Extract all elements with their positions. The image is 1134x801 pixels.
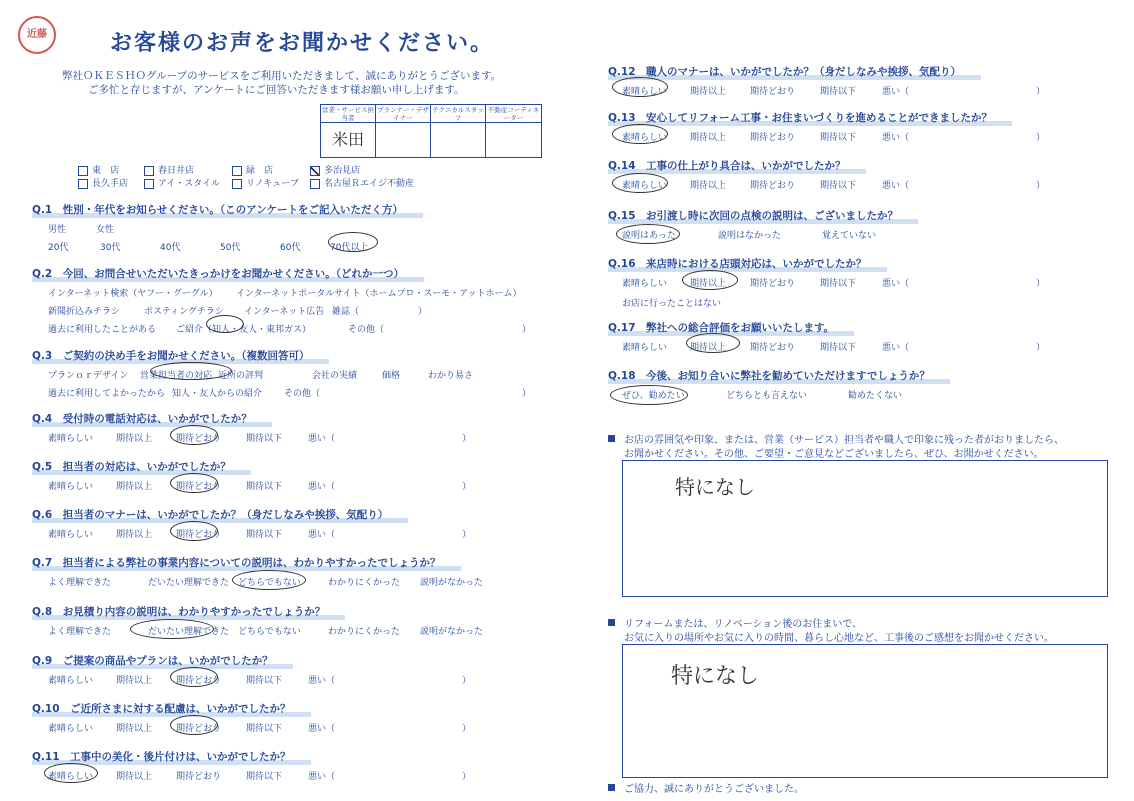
- answer-option[interactable]: その他（: [348, 325, 385, 335]
- question-L4-label: Q.4 受付時の電話対応は、いかがでしたか？: [32, 411, 272, 426]
- selection-mark: [44, 763, 98, 783]
- answer-option[interactable]: どちらとも言えない: [726, 391, 808, 401]
- answer-option[interactable]: 近所の評判: [218, 371, 264, 381]
- answer-option[interactable]: 期待以下: [246, 482, 283, 492]
- answer-option[interactable]: ）: [1036, 133, 1046, 143]
- answer-option[interactable]: ポスティングチラシ: [144, 307, 224, 317]
- store-option[interactable]: アイ・スタイル: [144, 176, 220, 189]
- selection-mark: [206, 315, 244, 333]
- answer-option[interactable]: ）: [418, 307, 428, 317]
- answer-option[interactable]: ）: [1036, 181, 1046, 191]
- answer-option[interactable]: インターネット検索（ヤフー・グーグル）: [48, 289, 218, 299]
- selection-mark: [612, 124, 668, 144]
- answer-option[interactable]: 期待以上: [116, 724, 153, 734]
- answer-option[interactable]: 素晴らしい: [48, 724, 94, 734]
- staff-header-planner: プランナー・デザイナー: [377, 105, 429, 122]
- intro-line-2: ご多忙と存じますが、アンケートにご回答いただきます様お願い申し上げます。: [88, 84, 465, 96]
- question-L6-label: Q.6 担当者のマナーは、いかがでしたか？（身だしなみや挨拶、気配り）: [32, 507, 408, 522]
- selection-mark: [328, 232, 378, 252]
- answer-option[interactable]: ）: [522, 325, 532, 335]
- comment2-answer-box[interactable]: [622, 644, 1108, 778]
- answer-option[interactable]: 期待以上: [690, 279, 727, 289]
- selection-mark: [612, 77, 668, 97]
- answer-option[interactable]: インターネット広告: [244, 307, 325, 317]
- comment2-prompt-1: リフォームまたは、リノベーション後のお住まいで、: [624, 619, 863, 630]
- answer-option[interactable]: ）: [1036, 87, 1046, 97]
- answer-option[interactable]: 期待どおり: [750, 87, 796, 97]
- selection-mark: [150, 362, 232, 380]
- question-L9-label: Q.9 ご提案の商品やプランは、いかがでしたか？: [32, 653, 293, 668]
- answer-option[interactable]: 悪い（: [882, 133, 910, 143]
- question-R1-label: Q.12 職人のマナーは、いかがでしたか？（身だしなみや挨拶、気配り）: [608, 64, 981, 79]
- answer-option[interactable]: 説明がなかった: [420, 578, 484, 588]
- answer-option[interactable]: 悪い（: [882, 279, 910, 289]
- comment1-prompt-2: お聞かせください。その他、ご要望・ご意見などございましたら、ぜひ、お聞かせください。: [624, 449, 1044, 460]
- answer-option[interactable]: 悪い（: [308, 434, 336, 444]
- answer-option[interactable]: 過去に利用したことがある: [48, 325, 157, 335]
- comment2-prompt-2: お気に入りの場所やお気に入りの時間、暮らし心地など、工事後のご感想をお聞かせください。: [624, 633, 1054, 644]
- selection-mark: [170, 715, 218, 735]
- selection-mark: [170, 667, 218, 687]
- selection-mark: [232, 570, 306, 590]
- selection-mark: [682, 270, 738, 290]
- answer-option[interactable]: ）: [462, 772, 472, 782]
- answer-option[interactable]: 期待以上: [690, 343, 727, 353]
- answer-option[interactable]: 期待以下: [820, 87, 857, 97]
- answer-option[interactable]: 営業担当者の対応: [140, 371, 213, 381]
- answer-option[interactable]: プランｏｒデザイン: [48, 371, 129, 381]
- bullet-square: [608, 619, 615, 626]
- answer-option[interactable]: ご紹介（知人・友人・東邦ガス）: [176, 325, 312, 335]
- answer-option[interactable]: 60代: [280, 243, 301, 253]
- answer-option[interactable]: 期待以下: [246, 676, 283, 686]
- answer-option[interactable]: 知人・友人からの紹介: [172, 389, 263, 399]
- answer-option[interactable]: 期待以上: [690, 87, 727, 97]
- staff-realestate-name: [486, 123, 541, 157]
- selection-mark: [170, 521, 218, 541]
- question-R3-label: Q.14 工事の仕上がり具合は、いかがでしたか？: [608, 158, 866, 173]
- question-R4-label: Q.15 お引渡し時に次回の点検の説明は、ございましたか？: [608, 208, 918, 223]
- answer-option[interactable]: ぜひ、勧めたい: [622, 391, 685, 401]
- answer-option[interactable]: 期待どおり: [176, 724, 222, 734]
- answer-option[interactable]: 期待どおり: [176, 676, 222, 686]
- staff-header-technical: テクニカルスタッフ: [431, 105, 486, 123]
- selection-mark: [610, 385, 688, 405]
- answer-option[interactable]: 期待以上: [690, 181, 727, 191]
- answer-option[interactable]: 期待以上: [690, 133, 727, 143]
- selection-mark: [130, 619, 214, 639]
- answer-option[interactable]: 期待どおり: [750, 279, 796, 289]
- question-R6-label: Q.17 弊社への総合評価をお願いいたします。: [608, 320, 854, 335]
- staff-header-realestate: 不動産コーディネーター: [487, 105, 540, 122]
- answer-option[interactable]: 素晴らしい: [48, 772, 94, 782]
- answer-option[interactable]: わかりにくかった: [328, 578, 401, 588]
- answer-option[interactable]: ）: [522, 389, 532, 399]
- answer-option[interactable]: 20代: [48, 243, 69, 253]
- answer-option[interactable]: 素晴らしい: [48, 676, 94, 686]
- answer-option[interactable]: 素晴らしい: [622, 279, 668, 289]
- answer-option[interactable]: 悪い（: [308, 482, 336, 492]
- intro-line-1: 弊社ＯＫＥＳＨＯグループのサービスをご利用いただきまして、誠にありがとうございます。: [62, 70, 502, 82]
- answer-option[interactable]: 素晴らしい: [48, 434, 94, 444]
- comment1-answer-box[interactable]: [622, 460, 1108, 597]
- selection-mark: [686, 333, 740, 353]
- answer-option[interactable]: わかりにくかった: [328, 627, 401, 637]
- answer-option[interactable]: 期待以下: [820, 133, 857, 143]
- answer-option[interactable]: 悪い（: [308, 676, 336, 686]
- answer-option[interactable]: よく理解できた: [48, 578, 112, 588]
- answer-option[interactable]: 期待どおり: [176, 434, 222, 444]
- selection-mark: [170, 473, 218, 493]
- answer-option[interactable]: 期待以上: [116, 434, 153, 444]
- answer-option[interactable]: 女性: [96, 225, 115, 235]
- staff-sales-name: 米田: [321, 123, 376, 157]
- selection-mark: [170, 425, 218, 445]
- question-R5-label: Q.16 来店時における店頭対応は、いかがでしたか？: [608, 256, 887, 271]
- answer-option[interactable]: ）: [462, 482, 472, 492]
- staff-planner-name: [376, 123, 431, 157]
- question-L10-label: Q.10 ご近所さまに対する配慮は、いかがでしたか？: [32, 701, 311, 716]
- store-option-checked[interactable]: 多治見店: [310, 163, 360, 176]
- answer-option[interactable]: 覚えていない: [822, 231, 877, 241]
- answer-option[interactable]: 期待どおり: [750, 343, 796, 353]
- answer-option[interactable]: 新聞折込みチラシ: [48, 307, 121, 317]
- answer-option[interactable]: よく理解できた: [48, 627, 112, 637]
- answer-option[interactable]: どちらでもない: [238, 627, 301, 637]
- comment2-answer: 特になし: [671, 664, 760, 689]
- answer-option[interactable]: 期待以下: [246, 772, 283, 782]
- answer-option[interactable]: 男性: [48, 225, 67, 235]
- answer-option[interactable]: 期待以上: [116, 482, 153, 492]
- answer-option[interactable]: 説明はなかった: [718, 231, 782, 241]
- staff-header-sales: 営業・サービス担当者: [322, 105, 374, 122]
- answer-option[interactable]: だいたい理解できた: [148, 578, 230, 588]
- question-L5-label: Q.5 担当者の対応は、いかがでしたか？: [32, 459, 251, 474]
- question-L8-label: Q.8 お見積り内容の説明は、わかりやすかったでしょうか？: [32, 604, 345, 619]
- answer-option[interactable]: 期待どおり: [176, 772, 222, 782]
- answer-option[interactable]: 悪い（: [308, 772, 336, 782]
- staff-table: [320, 104, 542, 158]
- answer-option[interactable]: ）: [462, 530, 472, 540]
- bullet-square: [608, 784, 615, 791]
- selection-mark: [612, 173, 668, 193]
- answer-option[interactable]: 説明はあった: [622, 231, 676, 241]
- question-L7-label: Q.7 担当者による弊社の事業内容についての説明は、わかりやすかったでしょうか？: [32, 555, 461, 570]
- question-L2-label: Q.2 今回、お問合せいただいたきっかけをお聞かせください。（どれか一つ）: [32, 266, 424, 281]
- answer-option[interactable]: 素晴らしい: [622, 87, 668, 97]
- question-L3-label: Q.3 ご契約の決め手をお聞かせください。（複数回答可）: [32, 348, 329, 363]
- answer-option[interactable]: 雑誌（: [332, 307, 360, 317]
- store-option[interactable]: 長久手店: [78, 176, 128, 189]
- answer-option[interactable]: 期待以下: [246, 434, 283, 444]
- store-option[interactable]: 春日井店: [144, 163, 194, 176]
- answer-option[interactable]: だいたい理解できた: [148, 627, 230, 637]
- question-R7-label: Q.18 今後、お知り合いに弊社を勧めていただけますでしょうか？: [608, 368, 950, 383]
- comment1-answer: 特になし: [675, 475, 755, 499]
- answer-option[interactable]: 悪い（: [308, 724, 336, 734]
- answer-option[interactable]: ）: [462, 724, 472, 734]
- answer-option[interactable]: 期待どおり: [176, 530, 222, 540]
- answer-option[interactable]: 価格: [382, 371, 401, 381]
- answer-option[interactable]: どちらでもない: [238, 578, 301, 588]
- answer-option[interactable]: 素晴らしい: [622, 181, 668, 191]
- answer-option[interactable]: 悪い（: [882, 343, 910, 353]
- answer-option[interactable]: 期待以下: [820, 279, 857, 289]
- answer-option[interactable]: 素晴らしい: [622, 133, 668, 143]
- answer-option[interactable]: 30代: [100, 243, 121, 253]
- store-option[interactable]: 東 店: [78, 163, 119, 176]
- answer-option[interactable]: 期待以上: [116, 772, 153, 782]
- answer-option[interactable]: インターネットポータルサイト（ホームプロ・スーモ・アットホーム）: [236, 289, 522, 299]
- selection-mark: [616, 224, 680, 244]
- answer-option[interactable]: 期待以下: [246, 530, 283, 540]
- answer-option[interactable]: 期待どおり: [176, 482, 222, 492]
- answer-option[interactable]: 説明がなかった: [420, 627, 484, 637]
- answer-option[interactable]: 期待どおり: [750, 181, 796, 191]
- comment1-prompt-1: お店の雰囲気や印象、または、営業（サービス）担当者や職人で印象に残った者がおりましたら、: [624, 435, 1064, 446]
- page-title: お客様のお声をお聞かせください。: [110, 31, 495, 56]
- store-option[interactable]: 緑 店: [232, 163, 273, 176]
- answer-option[interactable]: 50代: [220, 243, 241, 253]
- answer-option[interactable]: 期待どおり: [750, 133, 796, 143]
- answer-option[interactable]: 悪い（: [308, 530, 336, 540]
- answer-option[interactable]: 期待以下: [820, 181, 857, 191]
- answer-option[interactable]: 会社の実績: [312, 371, 358, 381]
- answer-option[interactable]: ）: [462, 676, 472, 686]
- answer-option[interactable]: 過去に利用してよかったから: [48, 389, 166, 399]
- store-option[interactable]: 名古屋Ｒエイジ不動産: [310, 176, 414, 189]
- question-R2-label: Q.13 安心してリフォーム工事・お住まいづくりを進めることができましたか？: [608, 110, 1012, 125]
- answer-option[interactable]: 40代: [160, 243, 181, 253]
- answer-option[interactable]: 期待以上: [116, 676, 153, 686]
- store-option[interactable]: リノキューブ: [232, 176, 299, 189]
- question-L11-label: Q.11 工事中の美化・後片付けは、いかがでしたか？: [32, 749, 311, 764]
- answer-option[interactable]: 期待以下: [820, 343, 857, 353]
- answer-option[interactable]: 悪い（: [882, 181, 910, 191]
- answer-option[interactable]: 期待以上: [116, 530, 153, 540]
- question-L1-label: Q.1 性別・年代をお知らせください。（このアンケートをご記入いただく方）: [32, 202, 423, 217]
- answer-option[interactable]: 素晴らしい: [48, 482, 94, 492]
- answer-option[interactable]: ）: [1036, 343, 1046, 353]
- answer-option[interactable]: ）: [462, 434, 472, 444]
- answer-option[interactable]: その他（: [284, 389, 321, 399]
- answer-option[interactable]: お店に行ったことはない: [622, 299, 722, 309]
- answer-option[interactable]: わかり易さ: [428, 371, 474, 381]
- answer-option[interactable]: 70代以上: [330, 243, 369, 253]
- answer-option[interactable]: ）: [1036, 279, 1046, 289]
- answer-option[interactable]: 素晴らしい: [622, 343, 668, 353]
- answer-option[interactable]: 悪い（: [882, 87, 910, 97]
- answer-option[interactable]: 素晴らしい: [48, 530, 94, 540]
- bullet-square: [608, 435, 615, 442]
- thanks-note: ご協力、誠にありがとうございました。: [624, 784, 804, 795]
- approval-stamp: 近藤: [18, 16, 56, 54]
- answer-option[interactable]: 勧めたくない: [848, 391, 903, 401]
- staff-technical-name: [431, 123, 486, 157]
- answer-option[interactable]: 期待以下: [246, 724, 283, 734]
